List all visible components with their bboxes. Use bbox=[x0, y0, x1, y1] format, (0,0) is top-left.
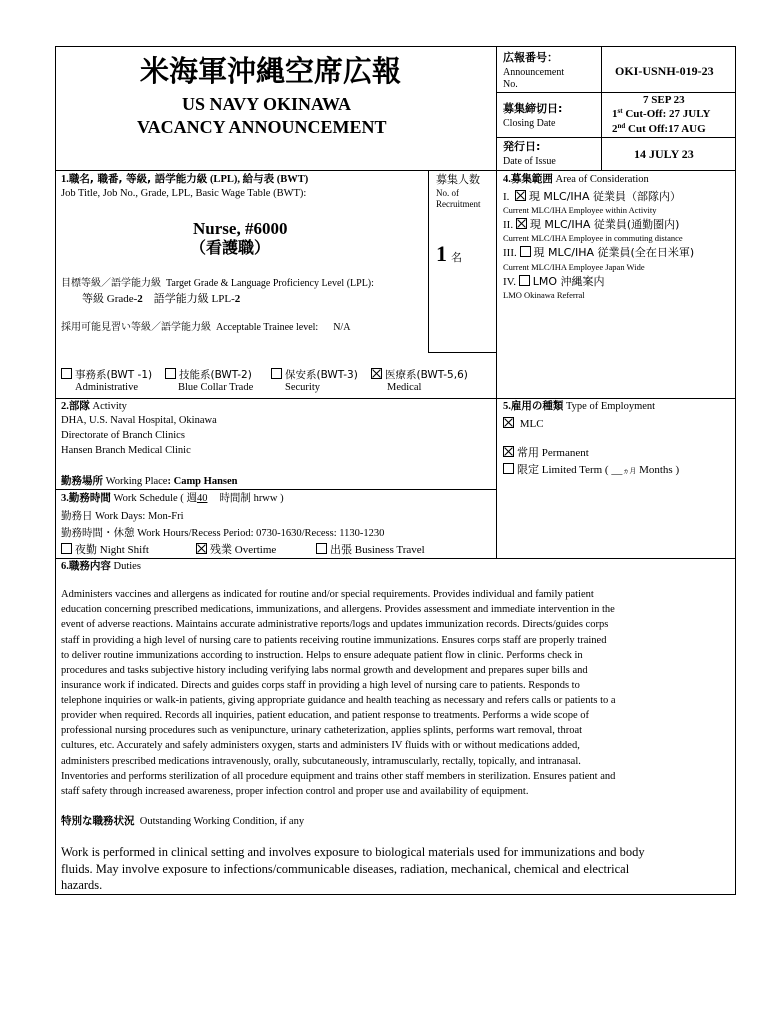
business-travel-option[interactable]: 出張 Business Travel bbox=[316, 543, 425, 556]
checkbox-checked[interactable] bbox=[196, 543, 207, 554]
duties-line: event of adverse reactions. Maintains accurate administrative reports/logs and updates immunization records. Directs/guides corps bbox=[61, 619, 609, 630]
title-en-line1: US NAVY OKINAWA bbox=[182, 94, 352, 114]
conditions-line: hazards. bbox=[61, 878, 103, 892]
section6-heading: 6.職務内容 Duties bbox=[61, 560, 141, 572]
duties-line: education concerning prescribed medications, immunizations, and allergens. Provides assessment and immediate intervention in the bbox=[61, 604, 615, 615]
checkbox[interactable] bbox=[61, 368, 72, 379]
page-title: 米海軍沖縄空席広報 bbox=[140, 54, 402, 88]
bwt-medical-en: Medical bbox=[387, 382, 422, 393]
divider bbox=[55, 398, 736, 399]
duties-line: cultures, etc. Accurately and safely administers oxygen, starts and administers IV fluids with or without medications added, bbox=[61, 740, 580, 751]
checkbox-checked[interactable] bbox=[515, 190, 526, 201]
issue-date: 14 JULY 23 bbox=[634, 147, 694, 161]
target-grade-label: 目標等級／語学能力級 Target Grade & Language Proficiency Level (LPL): bbox=[61, 278, 374, 289]
recruit-label-en: No. of bbox=[436, 188, 459, 198]
bwt-medical[interactable]: 医療系(BWT-5,6) bbox=[371, 368, 468, 382]
working-place: 勤務場所 Working Place: Camp Hansen bbox=[61, 475, 238, 487]
recruit-label-en2: Recruitment bbox=[436, 199, 481, 209]
duties-line: insurance work if indicated. Directs and guides corps staff in providing a high level of nursing care to patients. Responds to bbox=[61, 680, 580, 691]
consideration-1[interactable]: I. 現 MLC/IHA 従業員（部隊内） bbox=[503, 190, 681, 203]
duties-line: Inventories and performs sterilization of all procedure equipment and trains other staff members in sterilization. Ensures patient and bbox=[61, 771, 616, 782]
checkbox[interactable] bbox=[316, 543, 327, 554]
divider bbox=[55, 170, 736, 171]
activity-line1: DHA, U.S. Naval Hospital, Okinawa bbox=[61, 415, 217, 426]
closing-label-jp: 募集締切日: bbox=[503, 102, 563, 115]
divider bbox=[55, 489, 496, 490]
ann-no-label-jp: 広報番号： bbox=[503, 51, 558, 64]
divider bbox=[428, 352, 496, 353]
closing-date: 7 SEP 23 bbox=[643, 94, 685, 106]
checkbox-checked[interactable] bbox=[516, 218, 527, 229]
employment-permanent[interactable]: 常用 Permanent bbox=[503, 446, 589, 459]
consideration-3[interactable]: III. 現 MLC/IHA 従業員(全在日米軍) bbox=[503, 246, 695, 259]
activity-line2: Directorate of Branch Clinics bbox=[61, 430, 185, 441]
work-hours: 勤務時間・休憩 Work Hours/Recess Period: 0730-1630/Recess: 1130-1230 bbox=[61, 527, 385, 539]
section3-heading: 3.勤務時間 Work Schedule ( 週40 時間制 hrww ) bbox=[61, 492, 284, 504]
trainee-level: 採用可能見習い等級／語学能力級 Acceptable Trainee level: N/A bbox=[61, 322, 351, 333]
bwt-security-en: Security bbox=[285, 382, 320, 393]
job-title-jp: （看護職） bbox=[190, 238, 271, 257]
employment-limited[interactable]: 限定 Limited Term ( __ヵ月 Months ) bbox=[503, 463, 679, 476]
duties-line: procedures and tasks subjective history including verifying labs normal growth and development and prepares super bills and bbox=[61, 665, 588, 676]
consideration-2[interactable]: II. 現 MLC/IHA 従業員(通勤圏内) bbox=[503, 218, 680, 231]
duties-line: administers prescribed medications intravenously, orally, subcutaneously, intramuscularly, rectally, topically, and intranasal. bbox=[61, 756, 581, 767]
activity-line3: Hansen Branch Medical Clinic bbox=[61, 445, 191, 456]
checkbox[interactable] bbox=[519, 275, 530, 286]
divider bbox=[601, 46, 602, 170]
second-cutoff: 2nd Cut Off:17 AUG bbox=[612, 122, 706, 135]
checkbox[interactable] bbox=[271, 368, 282, 379]
issue-label-jp: 発行日: bbox=[503, 140, 541, 153]
conditions-line: fluids. May involve exposure to infections/communicable diseases, radiation, mechanical, chemical and electrical bbox=[61, 862, 630, 876]
closing-label-en: Closing Date bbox=[503, 118, 556, 129]
consideration-4-en: LMO Okinawa Referral bbox=[503, 290, 585, 300]
section4-heading: 4.募集範囲 Area of Consideration bbox=[503, 173, 649, 185]
divider bbox=[496, 46, 497, 558]
checkbox[interactable] bbox=[165, 368, 176, 379]
section1-heading: 1.職名, 職番, 等級, 語学能力級 (LPL), 給与表 (BWT) bbox=[61, 173, 309, 185]
bwt-administrative[interactable]: 事務系(BWT -1) bbox=[61, 368, 152, 382]
checkbox[interactable] bbox=[503, 463, 514, 474]
section1-subheading: Job Title, Job No., Grade, LPL, Basic Wage Table (BWT): bbox=[61, 188, 307, 199]
bwt-security[interactable]: 保安系(BWT-3) bbox=[271, 368, 358, 382]
bwt-administrative-en: Administrative bbox=[75, 382, 138, 393]
duties-line: Administers vaccines and allergens as indicated for routine and/or special requirements. Provides individual and family patient bbox=[61, 589, 594, 600]
duties-line: professional nursing procedures such as venipuncture, urinary catheterization, applies splints, performs wart removal, throat bbox=[61, 725, 583, 736]
duties-line: telephone inquiries or walk-in patients, giving appropriate guidance and health teaching as necessary and refers calls or patients to a bbox=[61, 695, 616, 706]
divider bbox=[496, 137, 736, 138]
checkbox-checked[interactable] bbox=[371, 368, 382, 379]
consideration-2-en: Current MLC/IHA Employee in commuting distance bbox=[503, 233, 683, 243]
first-cutoff: 1st Cut-Off: 27 JULY bbox=[612, 107, 711, 120]
divider bbox=[428, 170, 429, 352]
ann-no-label-en2: No. bbox=[503, 79, 518, 90]
duties-line: staff safety through increased awareness, proper infection control and proper use and availability of equipment. bbox=[61, 786, 529, 797]
recruit-label-jp: 募集人数 bbox=[436, 173, 480, 186]
divider bbox=[496, 92, 736, 93]
ann-no-label-en: Announcement bbox=[503, 67, 565, 78]
checkbox-checked[interactable] bbox=[503, 417, 514, 428]
conditions-line: Work is performed in clinical setting and involves exposure to biological materials used for immunizations and body bbox=[61, 845, 645, 859]
employment-mlc[interactable]: MLC bbox=[503, 417, 544, 430]
bwt-blue-collar-en: Blue Collar Trade bbox=[178, 382, 254, 393]
section2-heading: 2.部隊 Activity bbox=[61, 400, 127, 412]
checkbox-checked[interactable] bbox=[503, 446, 514, 457]
checkbox[interactable] bbox=[61, 543, 72, 554]
consideration-1-en: Current MLC/IHA Employee within Activity bbox=[503, 205, 657, 215]
special-conditions-heading: 特別な職務状況 Outstanding Working Condition, if any bbox=[61, 815, 305, 827]
duties-line: provider when required. Records all inquiries, patient education, and patient response to treatments. Performs a wide scope of bbox=[61, 710, 590, 721]
duties-line: to deliver routine immunizations according to instruction. Helps to ensure adequate patient flow in clinic. Performs check in bbox=[61, 650, 583, 661]
bwt-blue-collar[interactable]: 技能系(BWT-2) bbox=[165, 368, 252, 382]
work-days: 勤務日 Work Days: Mon-Fri bbox=[61, 510, 184, 522]
night-shift-option[interactable]: 夜勤 Night Shift bbox=[61, 543, 149, 556]
divider bbox=[55, 558, 736, 559]
issue-label-en: Date of Issue bbox=[503, 156, 556, 167]
recruit-count: 1 名 bbox=[436, 241, 462, 266]
announcement-number: OKI-USNH-019-23 bbox=[615, 64, 714, 78]
job-title: Nurse, #6000 bbox=[193, 219, 288, 238]
grade-line: 等級 Grade-2 語学能力級 LPL-2 bbox=[82, 292, 241, 305]
duties-line: staff in providing a high level of nursing care to patients receiving routine immunizations. Ensures corps staff are properly trained bbox=[61, 635, 607, 646]
consideration-3-en: Current MLC/IHA Employee Japan Wide bbox=[503, 262, 645, 272]
consideration-4[interactable]: IV. LMO 沖縄案内 bbox=[503, 275, 605, 288]
overtime-option[interactable]: 残業 Overtime bbox=[196, 543, 276, 556]
title-en-line2: VACANCY ANNOUNCEMENT bbox=[137, 117, 387, 137]
checkbox[interactable] bbox=[520, 246, 531, 257]
section5-heading: 5.雇用の種類 Type of Employment bbox=[503, 400, 656, 412]
